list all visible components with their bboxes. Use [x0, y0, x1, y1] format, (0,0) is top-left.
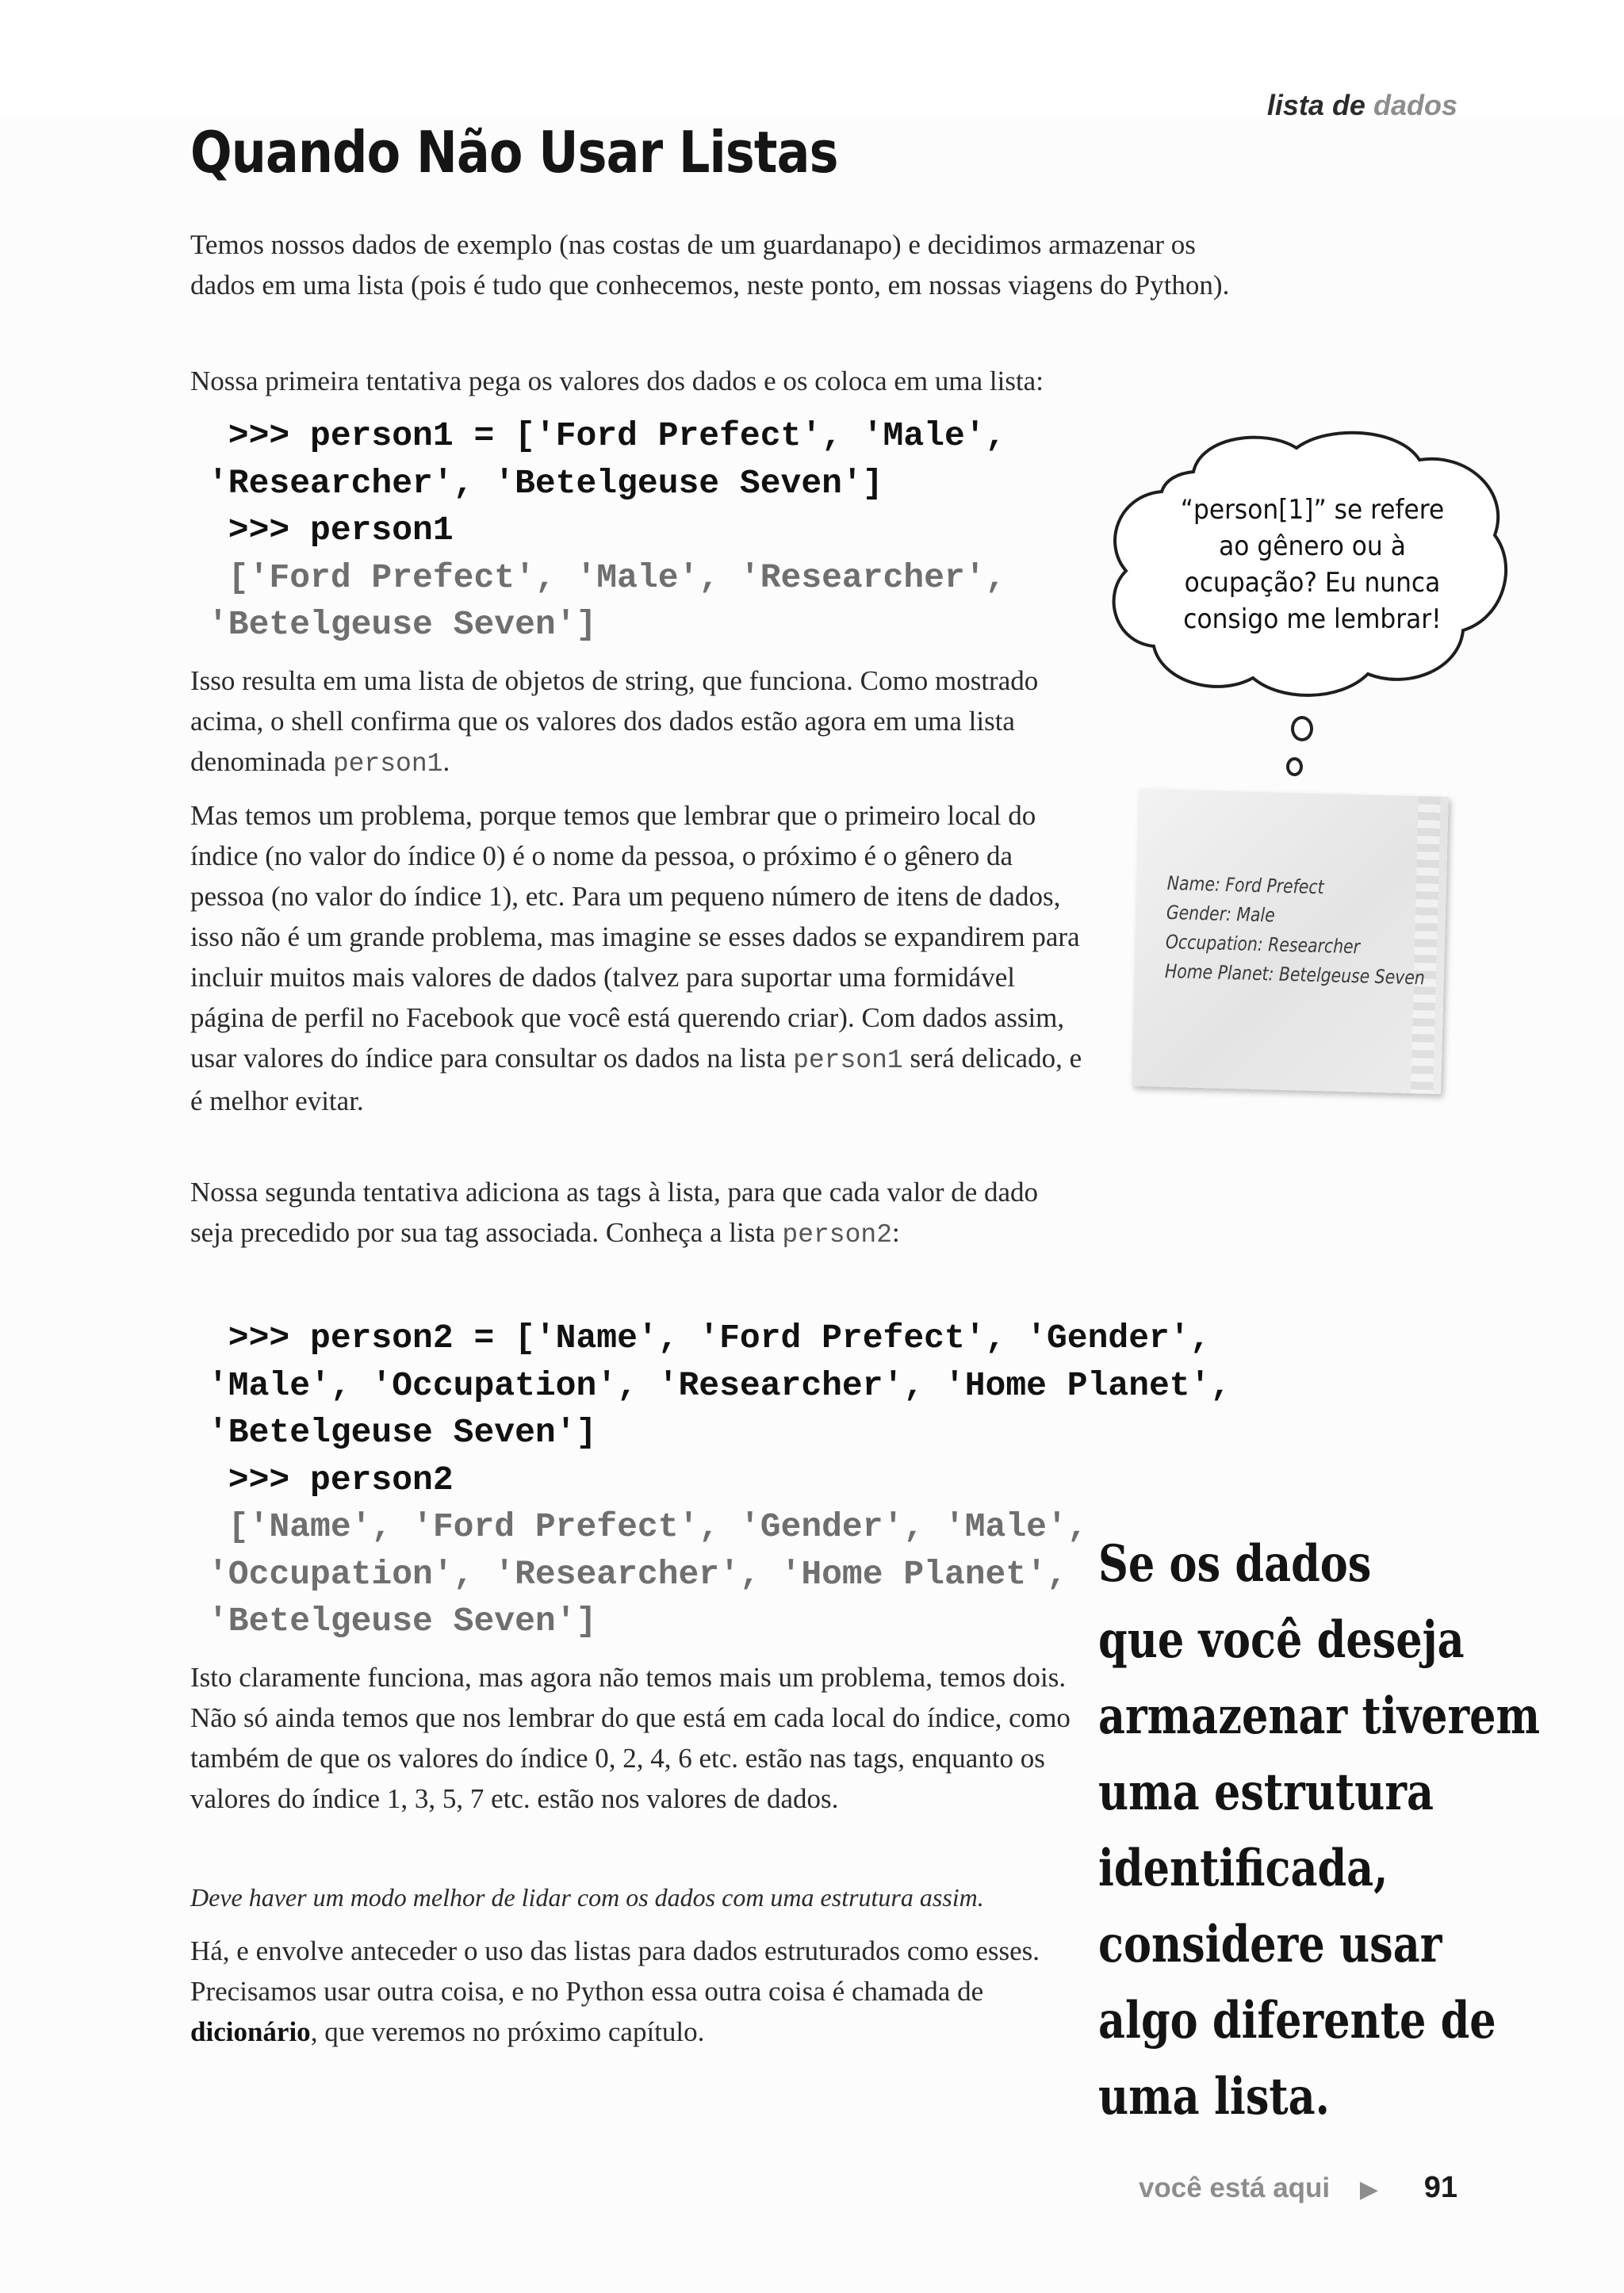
- thought-dot-small: [1286, 757, 1303, 776]
- running-head-label-light: dados: [1373, 89, 1457, 121]
- paragraph-text: Nossa segunda tentativa adiciona as tags à lista, para que cada valor de dado seja precedido por sua tag associada. Conheça a lista: [190, 1177, 1039, 1248]
- thought-line: “person[1]” se refere: [1180, 494, 1445, 526]
- running-head: [1267, 89, 1457, 122]
- inline-code: person2: [782, 1220, 893, 1250]
- arrow-right-icon: ▶: [1359, 2176, 1378, 2203]
- code-output-line: 'Betelgeuse Seven']: [208, 1602, 597, 1640]
- thought-dot-large: [1291, 716, 1313, 741]
- napkin-handwriting: [1164, 869, 1427, 993]
- paragraph-text: Mas temos um problema, porque temos que lembrar que o primeiro local do índice (no valor do índice 0) é o nome da pessoa, o próximo é o gênero da pessoa (no valor do índice 1), etc. Para um pequeno número de itens de dados, isso não é um grande problema, mas imagine se esses dados se expandirem para incluir muitos mais valores de dados (talvez para suportar uma formidável página de perfil no Facebook que você está querendo criar). Com dados assim, usar valores do índice para consultar os dados na lista: [190, 800, 1080, 1074]
- code-block-person1: [208, 412, 1005, 649]
- bold-term: dicionário: [190, 2016, 311, 2047]
- callout-line: identificada,: [1098, 1839, 1388, 1898]
- callout-line: uma estrutura: [1098, 1763, 1434, 1822]
- paragraph-text: será delicado, e é melhor evitar.: [190, 1043, 1082, 1116]
- page-footer: [1139, 2171, 1457, 2205]
- code-output-line: 'Betelgeuse Seven']: [208, 605, 597, 644]
- code-output-line: ['Ford Prefect', 'Male', 'Researcher',: [208, 557, 1006, 597]
- paragraph-problem: [190, 795, 1086, 1121]
- code-output-line: ['Name', 'Ford Prefect', 'Gender', 'Male',: [208, 1507, 1088, 1546]
- callout-line: algo diferente de: [1098, 1991, 1496, 2050]
- callout-line: Se os dados: [1098, 1534, 1372, 1594]
- callout-line: uma lista.: [1098, 2067, 1330, 2126]
- paragraph-second-attempt: [190, 1172, 1086, 1255]
- thought-bubble: [1106, 416, 1519, 702]
- thought-line: ocupação? Eu nunca: [1184, 567, 1441, 599]
- paragraph-better-way: Deve haver um modo melhor de lidar com os dados com uma estrutura assim.: [190, 1883, 984, 1912]
- running-head-label: lista de: [1266, 89, 1365, 121]
- callout-line: considere usar: [1098, 1915, 1442, 1974]
- napkin-line: Home Planet: Betelgeuse Seven: [1164, 959, 1426, 990]
- thought-text: [1174, 492, 1451, 637]
- paragraph-text: :: [892, 1217, 900, 1248]
- paragraph-dictionary: [190, 1931, 1086, 2052]
- napkin-image: [1132, 789, 1449, 1094]
- code-line: >>> person2: [208, 1460, 454, 1499]
- footer-label: você está aqui: [1138, 2172, 1331, 2203]
- napkin-line: Gender: Male: [1166, 901, 1276, 927]
- callout-note: [1098, 1526, 1540, 2135]
- page-number: 91: [1423, 2171, 1457, 2204]
- code-output-line: 'Occupation', 'Researcher', 'Home Planet',: [208, 1554, 1067, 1594]
- code-line: 'Male', 'Occupation', 'Researcher', 'Home Planet',: [208, 1365, 1231, 1405]
- paragraph-first-attempt: Nossa primeira tentativa pega os valores dos dados e os coloca em uma lista:: [190, 366, 1044, 396]
- thought-line: consigo me lembrar!: [1183, 603, 1442, 635]
- code-line: 'Betelgeuse Seven']: [208, 1413, 597, 1452]
- code-line: >>> person2 = ['Name', 'Ford Prefect', 'Gender',: [208, 1319, 1211, 1357]
- callout-line: armazenar tiverem: [1098, 1686, 1541, 1746]
- paragraph-text: Há, e envolve anteceder o uso das listas para dados estruturados como esses. Precisamos usar outra coisa, e no Python essa outra coisa é chamada de: [190, 1935, 1040, 2007]
- inline-code: person1: [793, 1046, 903, 1075]
- code-line: 'Researcher', 'Betelgeuse Seven']: [208, 463, 883, 503]
- inline-code: person1: [332, 749, 443, 779]
- paragraph-result: [190, 660, 1086, 784]
- paragraph-intro: Temos nossos dados de exemplo (nas costas de um guardanapo) e decidimos armazenar os dados em uma lista (pois é tudo que conhecemos, neste ponto, em nossas viagens do Python).: [190, 229, 1230, 301]
- paragraph-text: .: [442, 746, 450, 777]
- paragraph-text: , que veremos no próximo capítulo.: [310, 2016, 705, 2047]
- code-line: >>> person1 = ['Ford Prefect', 'Male',: [208, 416, 1006, 455]
- paragraph-text: Isso resulta em uma lista de objetos de string, que funciona. Como mostrado acima, o shell confirma que os valores dos dados estão agora em uma lista denominada: [190, 665, 1039, 777]
- napkin-line: Occupation: Researcher: [1165, 930, 1361, 959]
- paragraph-two-problems: Isto claramente funciona, mas agora não temos mais um problema, temos dois. Não só ainda temos que nos lembrar do que está em cada local do índice, como também de que os valores do índice 0, 2, 4, 6 etc. estão nas tags, enquanto os valores do índice 1, 3, 5, 7 etc. estão nos valores de dados.: [190, 1662, 1071, 1814]
- code-block-person2: [208, 1315, 1231, 1645]
- page-title: Quando Não Usar Listas: [190, 119, 838, 186]
- callout-line: que você deseja: [1098, 1610, 1465, 1670]
- code-line: >>> person1: [208, 511, 454, 549]
- thought-line: ao gênero ou à: [1219, 530, 1406, 562]
- napkin-line: Name: Ford Prefect: [1166, 871, 1324, 899]
